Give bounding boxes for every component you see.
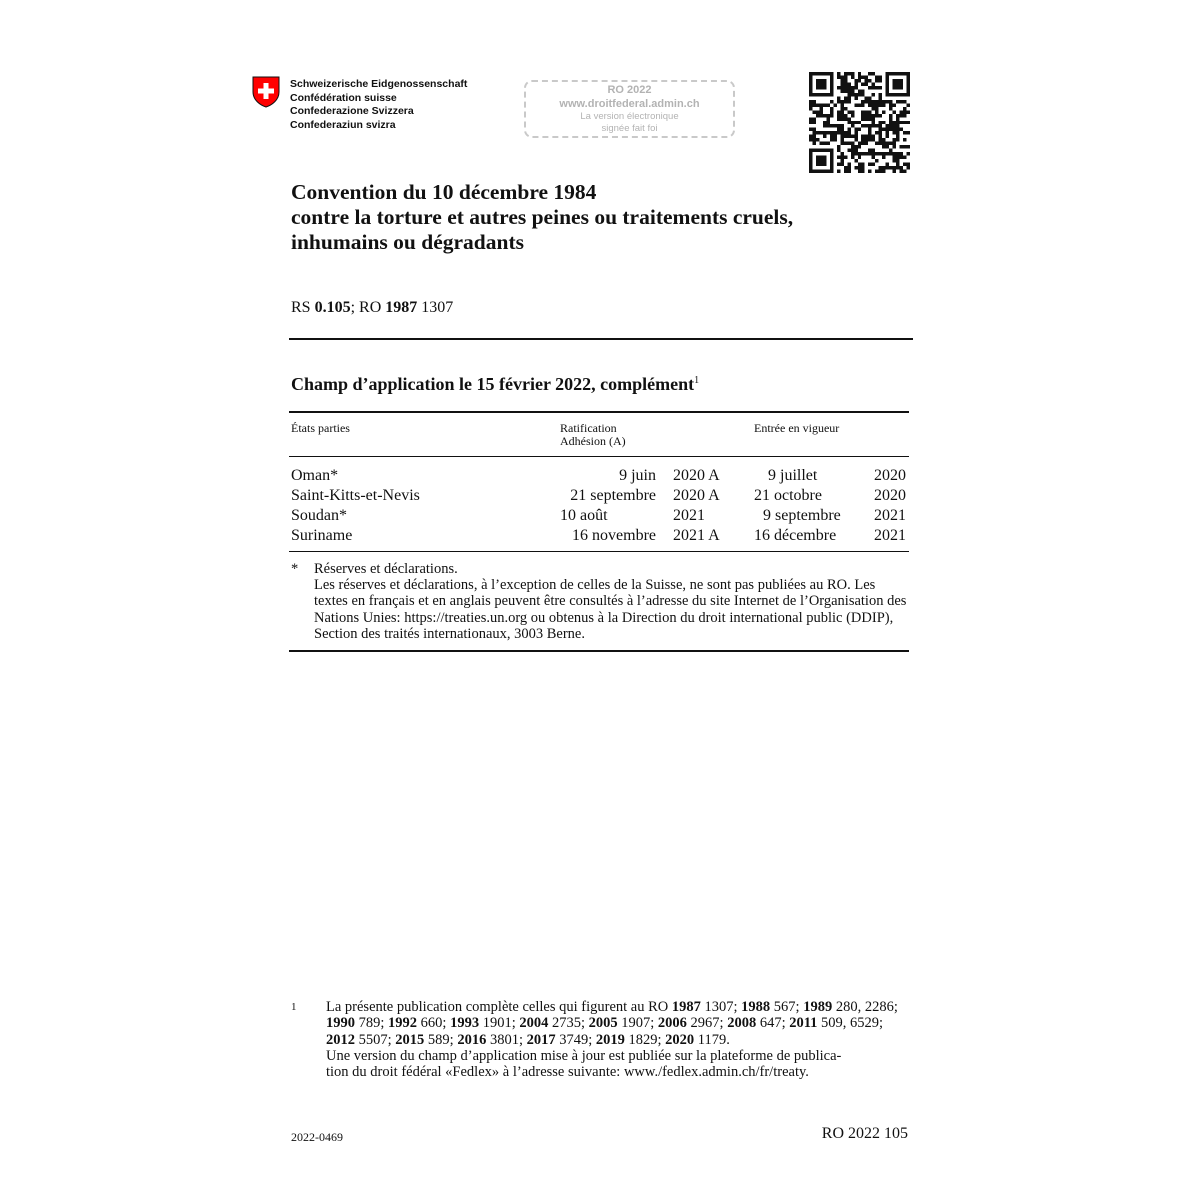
footnote-ref-pages: 647; — [756, 1015, 790, 1032]
footnote-ref-year: 1993 — [450, 1015, 480, 1032]
footnote-number: 1 — [291, 1001, 297, 1013]
ro-year: 1987 — [385, 299, 418, 316]
page-reference: RO 2022 105 — [821, 1125, 908, 1142]
cell-ratif-date: 21 septembre — [570, 487, 656, 504]
cell-ratif-date: 9 juin — [619, 467, 656, 484]
footnote-ref-year: 1992 — [388, 1015, 418, 1032]
confederation-names — [290, 78, 467, 132]
footnote-ref-year: 2015 — [395, 1031, 425, 1048]
stamp-line-3: La version électronique — [580, 111, 679, 122]
footnote-ref-pages: 5507; — [355, 1031, 396, 1048]
confederation-name-fr: Confédération suisse — [290, 91, 397, 104]
cell-ratif-year: 2020 A — [673, 487, 720, 504]
footnote-ref-year: 1987 — [671, 999, 701, 1015]
cell-state: Oman* — [291, 467, 339, 484]
table-row — [291, 507, 908, 527]
footnote-ref-pages: 1829; — [624, 1031, 666, 1048]
footnote-intro: La présente publication complète celles qui figurent au RO — [326, 999, 672, 1015]
footnote-ref-pages: 1179. — [694, 1031, 730, 1048]
footnote-ref-year: 2006 — [657, 1015, 687, 1032]
confederation-name-de: Schweizerische Eidgenossenschaft — [290, 78, 468, 90]
cell-entry-year: 2021 — [874, 507, 906, 524]
section-heading-text: Champ d’application le 15 février 2022, complément — [291, 374, 695, 394]
cell-entry-year: 2020 — [874, 487, 906, 504]
qr-code-icon — [809, 72, 910, 173]
stamp-line-1: RO 2022 — [607, 84, 652, 96]
table-bottom-rule — [289, 650, 909, 652]
footnote-refs — [326, 999, 911, 1048]
stamp-line-2: www.droitfederal.admin.ch — [559, 98, 700, 110]
document-title — [291, 180, 793, 255]
cell-entry-year: 2021 — [874, 527, 906, 544]
footnote-ref-year: 1989 — [803, 999, 833, 1015]
cell-entry-year: 2020 — [874, 467, 906, 484]
note-line-1: Réserves et déclarations. — [314, 561, 458, 577]
header-ratification-line-1: Ratification — [560, 421, 617, 435]
cell-state: Saint-Kitts-et-Nevis — [291, 487, 420, 504]
cell-ratif-date: 16 novembre — [572, 527, 656, 544]
table-header-rule — [289, 456, 909, 457]
footnote-ref-pages: 2967; — [686, 1015, 728, 1032]
footnote-ref-pages: 567; — [770, 999, 804, 1015]
note-line-2: Les réserves et déclarations, à l’exception de celles de la Suisse, ne sont pas publiées au RO. Les textes en français et en anglais peuvent être consultés à l’adresse du site Internet de l’Organisation des Nations Unies: https://treaties.un.org ou obtenus à la Direction du droit international public (DDIP), Section des traités internationaux, 3003 Berne. — [314, 577, 907, 642]
footnote-mark: 1 — [694, 375, 700, 386]
footnote-ref-pages: 1907; — [617, 1015, 658, 1032]
footnote-ref-year: 2012 — [326, 1031, 355, 1048]
footnote-ref-pages: 2735; — [548, 1015, 589, 1032]
cell-ratif-year: 2020 A — [673, 467, 720, 484]
footnote-ref-year: 2016 — [457, 1031, 487, 1048]
cell-ratif-year: 2021 A — [673, 527, 720, 544]
footnote-ref-pages: 589; — [424, 1031, 458, 1048]
title-line-3: inhumains ou dégradants — [291, 230, 524, 254]
note-body — [314, 561, 911, 642]
confederation-name-it: Confederazione Svizzera — [290, 105, 414, 117]
reference-line — [291, 299, 453, 317]
footnote-body — [326, 999, 911, 1080]
footnote-ref-year: 2004 — [519, 1015, 549, 1032]
footnote-closing-line-1: Une version du champ d’application mise à jour est publiée sur la plateforme de publica- — [326, 1047, 842, 1064]
electronic-signature-stamp — [524, 80, 735, 138]
table-row — [291, 527, 908, 547]
footnote-ref-year: 2020 — [665, 1031, 695, 1048]
swiss-coat-of-arms-icon — [252, 76, 280, 108]
title-line-2: contre la torture et autres peines ou traitements cruels, — [291, 205, 794, 229]
cell-state: Suriname — [291, 527, 353, 544]
title-line-1: Convention du 10 décembre 1984 — [291, 180, 597, 204]
footnote-ref-pages: 1307; — [700, 999, 742, 1015]
ro-label: ; RO — [350, 299, 386, 316]
header-states: États parties — [291, 421, 350, 435]
cell-ratif-date: 10 août — [560, 507, 608, 524]
table-row — [291, 467, 908, 487]
footnote-ref-year: 2017 — [526, 1031, 556, 1048]
rs-number: 0.105 — [314, 299, 351, 316]
footnote-ref-year: 2008 — [727, 1015, 757, 1032]
cell-ratif-year: 2021 — [673, 507, 705, 524]
footnote-ref-year: 1988 — [741, 999, 771, 1015]
cell-entry-date: 16 décembre — [754, 527, 837, 544]
header-ratification-line-2: Adhésion (A) — [560, 434, 626, 448]
footnote-ref-pages: 1901; — [479, 1015, 520, 1032]
footnote-ref-pages: 660; — [417, 1015, 451, 1032]
cell-entry-date: 9 juillet — [768, 467, 818, 484]
cell-entry-date: 21 octobre — [754, 487, 822, 504]
stamp-line-4: signée fait foi — [601, 123, 658, 134]
footnote-ref-year: 2011 — [789, 1015, 818, 1032]
table-row — [291, 487, 908, 507]
footnote-ref-year: 2019 — [595, 1031, 625, 1048]
header-entry: Entrée en vigueur — [754, 421, 840, 435]
footnote-ref-pages: 3749; — [555, 1031, 596, 1048]
footnote-ref-pages: 509, 6529; — [817, 1015, 884, 1032]
confederation-name-rm: Confederaziun svizra — [290, 118, 396, 131]
footnote-ref-year: 1990 — [326, 1015, 355, 1032]
document-number: 2022-0469 — [291, 1130, 343, 1144]
divider — [289, 338, 913, 340]
section-heading — [291, 374, 699, 395]
footnote-ref-pages: 789; — [355, 1015, 389, 1032]
cell-entry-date: 9 septembre — [763, 507, 841, 524]
footnote-ref-pages: 280, 2286; — [832, 999, 898, 1015]
footnote-closing-line-2: tion du droit fédéral «Fedlex» à l’adresse suivante: www./fedlex.admin.ch/fr/treaty. — [326, 1064, 809, 1081]
cell-state: Soudan* — [291, 507, 347, 524]
ro-page: 1307 — [417, 299, 454, 316]
note-asterisk: * — [291, 561, 299, 577]
table-top-rule — [289, 411, 909, 413]
table-notes-rule — [289, 551, 909, 552]
header-ratification — [560, 422, 626, 448]
footnote-ref-year: 2005 — [588, 1015, 618, 1032]
footnote-ref-pages: 3801; — [486, 1031, 527, 1048]
rs-label: RS — [291, 299, 315, 316]
